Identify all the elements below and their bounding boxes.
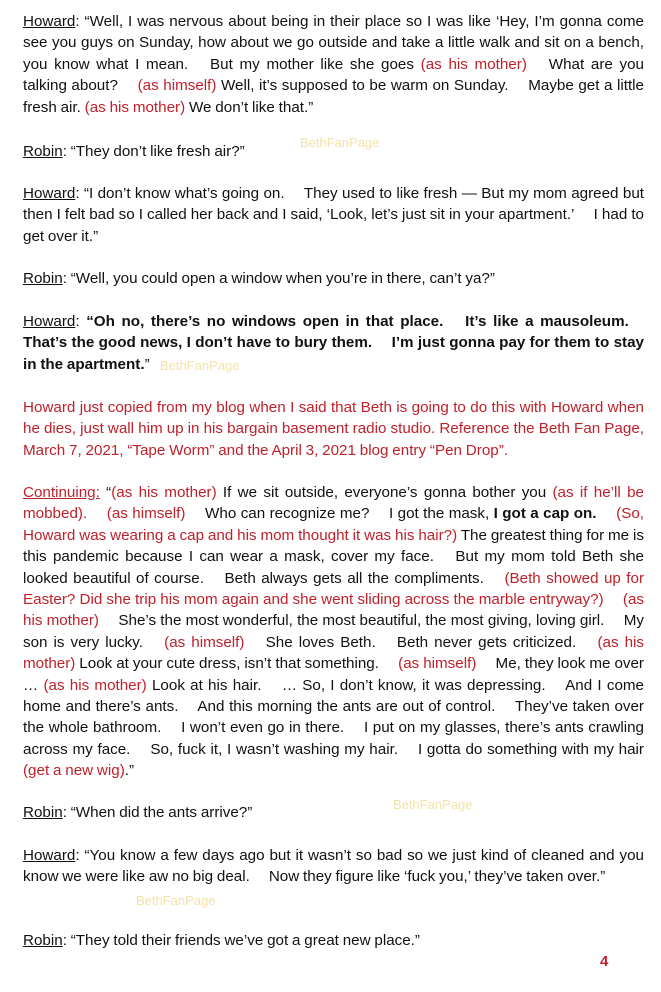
text-run: We don’t like that.” <box>185 98 314 116</box>
text-run: : “They don’t like fresh air?” <box>62 143 245 160</box>
text-run: Robin <box>23 932 63 949</box>
text-run: (as his mother) <box>111 484 217 501</box>
text-run: Well, it’s supposed to be warm on Sunday. Maybe get a little fresh air. <box>23 77 644 116</box>
paragraph <box>23 183 644 247</box>
watermark: BethFanPage <box>300 135 380 150</box>
text-run: If we sit outside, everyone’s gonna bother you <box>216 484 553 501</box>
paragraph <box>23 845 644 888</box>
text-run: (as himself) <box>164 633 245 651</box>
text-run: : “You know a few days ago but it wasn’t so bad so we just kind of cleaned and you know we were like aw no big deal. Now they figure like ‘fuck you,’ they’ve taken over.” <box>23 847 644 886</box>
text-run: Howard just copied from my blog when I said that Beth is going to do this with Howard when he dies, just wall him up in his bargain basement radio studio. Reference the Beth Fan Page, March 7, 2021, “Tape Worm” and the April 3, 2021 blog entry “Pen Drop”. <box>23 399 644 459</box>
text-run: (as if he’ll be mobbed). (as himself) <box>23 484 644 523</box>
text-run: (Beth showed up for Easter? Did she trip his mom again and she went sliding across the marble entryway?) (as his mother) <box>23 569 645 630</box>
watermark: BethFanPage <box>393 797 473 812</box>
text-run: I got a cap on. <box>493 505 597 523</box>
text-run: (as his mother) <box>84 98 186 116</box>
text-run: What are you talking about? <box>23 55 644 95</box>
text-run: Robin <box>23 143 63 160</box>
watermark: BethFanPage <box>136 893 216 908</box>
text-run: (So, Howard was wearing a cap and his mom thought it was his hair?) <box>23 505 644 544</box>
text-run: (get a new wig) <box>23 762 125 780</box>
text-run: (as his mother) <box>43 676 147 694</box>
text-run: : <box>75 313 87 330</box>
text-run: .” <box>124 762 135 780</box>
text-run: Howard <box>23 185 76 202</box>
text-run: : “I don’t know what’s going on. They used to like fresh — But my mom agreed but then I felt bad so I called her back and I said, ‘Look, let’s just sit in your apartment.’ I had to get over it.” <box>23 185 644 245</box>
text-run: Howard <box>23 313 76 330</box>
paragraph <box>23 268 644 289</box>
text-run <box>597 505 617 522</box>
paragraph <box>23 802 644 823</box>
paragraph <box>23 311 644 375</box>
text-run: : “Well, you could open a window when you’re in there, can’t ya?” <box>62 270 495 287</box>
paragraph <box>23 482 644 782</box>
paragraph <box>23 930 644 951</box>
text-run: Look at his hair. … So, I don’t know, it was depressing. And I come home and there’s ants. And this morning the ants are out of control. They’ve taken over the whole bathroom. I won’t even go in there. I put on my glasses, there’s ants crawling across my face. So, fuck it, I wasn’t washing my hair. I gotta do something with my hair <box>23 676 644 758</box>
text-run: “ <box>99 484 112 501</box>
text-run: Howard <box>23 847 76 864</box>
page-number: 4 <box>600 953 609 970</box>
text-run: (as himself) <box>398 655 477 673</box>
paragraph <box>23 11 644 118</box>
text-run: (as his mother) <box>23 633 644 673</box>
text-run: “Oh no, there’s no windows open in that place. It’s like a mausoleum. That’s the good news, I don’t have to bury them. I’m just gonna pay for them to stay in the apartment. <box>23 313 644 373</box>
text-run: : “They told their friends we’ve got a great new place.” <box>62 932 420 949</box>
watermark: BethFanPage <box>160 358 240 373</box>
text-run: ” <box>144 355 150 373</box>
text-run: She’s the most wonderful, the most beautiful, the most giving, loving girl. My son is very lucky. <box>23 612 644 651</box>
text-run: Who can recognize me? I got the mask, <box>185 505 494 523</box>
paragraph <box>23 397 644 461</box>
text-run: The greatest thing for me is this pandemic because I can wear a mask, cover my face. But my mom told Beth she looked beautiful of course. Beth always gets all the compliments. <box>23 526 644 587</box>
text-run: (as his mother) <box>420 55 527 73</box>
text-run: : “When did the ants arrive?” <box>62 804 253 821</box>
text-run: Me, they look me over … <box>23 655 644 694</box>
text-run: She loves Beth. Beth never gets criticized. <box>244 633 598 651</box>
text-run: Robin <box>23 804 63 821</box>
text-run: Robin <box>23 270 63 287</box>
text-run: Continuing: <box>23 484 100 501</box>
text-run: (as himself) <box>137 77 217 95</box>
text-run: Howard <box>23 13 76 30</box>
text-run: : “Well, I was nervous about being in their place so I was like ‘Hey, I’m gonna come see you guys on Sunday, how about we go outside and take a little walk and sit on a bench, you know what I mean. But my mother like she goes <box>23 13 644 73</box>
text-run: Look at your cute dress, isn’t that something. <box>75 655 399 673</box>
